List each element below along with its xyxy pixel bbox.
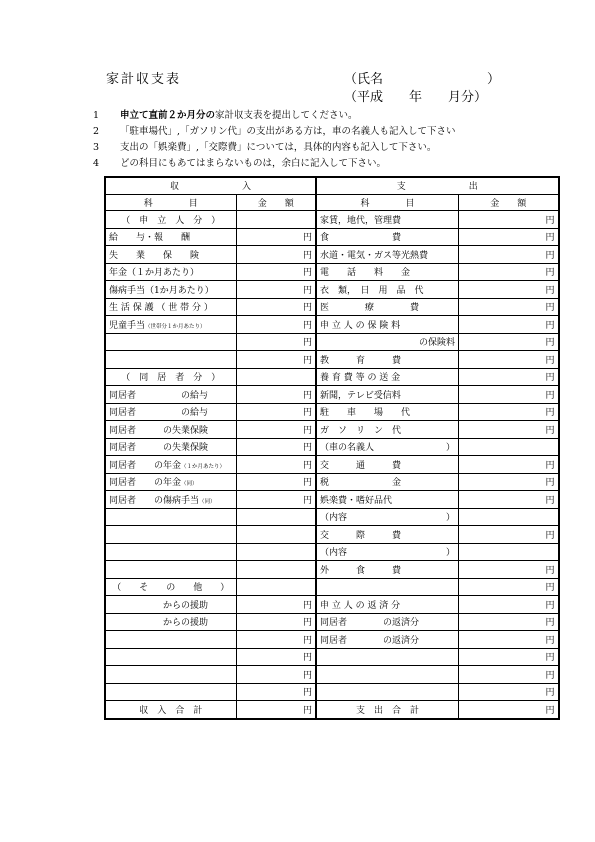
income-item-cell: 同居者 の給与 [105, 403, 236, 421]
expense-item-cell: 養 育 費 等 の 送 金 [316, 368, 459, 386]
table-row [105, 683, 559, 701]
expense-amount-cell[interactable]: 円 [459, 263, 559, 281]
expense-amount-cell[interactable]: 円 [459, 228, 559, 246]
income-item-cell: からの援助 [105, 613, 236, 631]
expense-item-cell: （内容 ） [316, 543, 459, 561]
expense-item-cell: 申 立 人 の 保 険 料 [316, 316, 459, 334]
expense-item-cell: ガ ソ リ ン 代 [316, 421, 459, 439]
income-item-note: （１か月あたり） [181, 463, 226, 470]
expense-item-cell [316, 683, 459, 701]
expense-amount-cell[interactable]: 円 [459, 281, 559, 299]
income-amount-cell[interactable] [236, 526, 316, 544]
expense-amount-cell[interactable]: 円 [459, 368, 559, 386]
income-item-cell: 同居者 の年金（同） [105, 473, 236, 491]
income-amount-cell[interactable]: 円 [236, 316, 316, 334]
instructions [93, 108, 456, 172]
expense-item-cell: 教 育 費 [316, 351, 459, 369]
expense-item-cell: 駐 車 場 代 [316, 403, 459, 421]
table-row [105, 438, 559, 456]
expense-item-header: 科 目 [316, 194, 459, 211]
income-amount-cell[interactable]: 円 [236, 613, 316, 631]
expense-item-cell: 娯楽費・嗜好品代 [316, 491, 459, 509]
table-row [105, 403, 559, 421]
table-row [105, 316, 559, 334]
income-amount-cell[interactable] [236, 561, 316, 579]
expense-amount-cell[interactable]: 円 [459, 456, 559, 474]
income-amount-cell[interactable]: 円 [236, 351, 316, 369]
income-item-cell: 同居者 の失業保険 [105, 421, 236, 439]
income-item-cell: 年金（１か月あたり） [105, 263, 236, 281]
note-text: 「駐車場代」,「ガソリン代」の支出がある方は，車の名義人も記入して下さい [120, 126, 456, 137]
expense-amount-cell[interactable]: 円 [459, 298, 559, 316]
income-item-cell [105, 648, 236, 666]
expense-item-cell: （車の名義人 ） [316, 438, 459, 456]
income-item-cell [105, 333, 236, 351]
expense-amount-cell[interactable]: 円 [459, 561, 559, 579]
income-item-cell [105, 543, 236, 561]
table-row [105, 333, 559, 351]
expense-amount-cell[interactable]: 円 [459, 211, 559, 229]
table-row [105, 561, 559, 579]
table-row [105, 351, 559, 369]
income-item-note: （同） [181, 481, 198, 488]
expense-amount-cell[interactable] [459, 508, 559, 526]
table-header-row [105, 177, 559, 194]
income-amount-cell[interactable]: 円 [236, 386, 316, 404]
table-row [105, 508, 559, 526]
income-item-cell: 児童手当（世帯分１か月あたり） [105, 316, 236, 334]
income-item-cell [105, 666, 236, 684]
income-item-cell: 失 業 保 険 [105, 246, 236, 264]
income-item-note: （同） [199, 498, 216, 505]
table-row [105, 368, 559, 386]
table-row [105, 473, 559, 491]
income-total-label: 収 入 合 計 [105, 701, 236, 719]
expense-amount-cell[interactable]: 円 [459, 683, 559, 701]
note-number: 2 [93, 126, 100, 137]
note-item [93, 140, 456, 156]
income-item-cell: からの援助 [105, 596, 236, 614]
income-item-cell [105, 683, 236, 701]
expense-amount-cell[interactable]: 円 [459, 351, 559, 369]
income-amount-cell[interactable]: 円 [236, 298, 316, 316]
income-header: 収 入 [105, 177, 316, 194]
expense-item-cell [316, 578, 459, 596]
expense-item-cell: の保険料 [316, 333, 459, 351]
income-item-cell [105, 351, 236, 369]
income-amount-cell[interactable]: 円 [236, 683, 316, 701]
expense-item-cell: 新聞，テレビ受信料 [316, 386, 459, 404]
income-item-cell [105, 508, 236, 526]
expense-header: 支 出 [316, 177, 559, 194]
expense-item-cell: 食 費 [316, 228, 459, 246]
table-row [105, 228, 559, 246]
expense-amount-cell[interactable]: 円 [459, 473, 559, 491]
income-amount-cell[interactable]: 円 [236, 403, 316, 421]
expense-amount-cell[interactable]: 円 [459, 578, 559, 596]
table-row [105, 631, 559, 649]
expense-item-cell: （内容 ） [316, 508, 459, 526]
income-item-cell: 生 活 保 護 （ 世 帯 分 ） [105, 298, 236, 316]
expense-amount-cell[interactable]: 円 [459, 386, 559, 404]
income-amount-cell[interactable] [236, 508, 316, 526]
table-row [105, 298, 559, 316]
income-amount-cell[interactable]: 円 [236, 666, 316, 684]
note-bold-text: 申立て直前２か月分の [120, 110, 216, 121]
page-title: 家計収支表 [106, 72, 182, 87]
income-amount-cell[interactable]: 円 [236, 281, 316, 299]
expense-amount-cell[interactable]: 円 [459, 666, 559, 684]
income-item-cell: （ そ の 他 ） [105, 578, 236, 596]
income-item-header: 科 目 [105, 194, 236, 211]
expense-item-cell [316, 666, 459, 684]
totals-row [105, 701, 559, 719]
income-amount-cell[interactable]: 円 [236, 263, 316, 281]
note-text: 家計収支表を提出してください。 [215, 110, 358, 121]
income-amount-cell[interactable] [236, 368, 316, 386]
income-item-cell: 同居者 の給与 [105, 386, 236, 404]
income-total-amount[interactable]: 円 [236, 701, 316, 719]
name-field-line: （氏名 ） [344, 72, 501, 87]
expense-item-cell: 同居者 の返済分 [316, 613, 459, 631]
expense-amount-cell[interactable]: 円 [459, 526, 559, 544]
table-row [105, 613, 559, 631]
expense-amount-cell[interactable]: 円 [459, 491, 559, 509]
income-amount-cell[interactable]: 円 [236, 491, 316, 509]
income-amount-cell[interactable]: 円 [236, 438, 316, 456]
income-amount-cell[interactable]: 円 [236, 421, 316, 439]
note-item [93, 124, 456, 140]
income-amount-header: 金 額 [236, 194, 316, 211]
expense-item-cell [316, 648, 459, 666]
note-item [93, 108, 456, 124]
note-number: 3 [93, 142, 100, 153]
table-row [105, 456, 559, 474]
income-amount-cell[interactable]: 円 [236, 246, 316, 264]
table-row [105, 281, 559, 299]
table-row [105, 666, 559, 684]
table-row [105, 526, 559, 544]
expense-item-cell: 外 食 費 [316, 561, 459, 579]
expense-amount-cell[interactable]: 円 [459, 403, 559, 421]
income-item-cell [105, 631, 236, 649]
expense-amount-cell[interactable]: 円 [459, 316, 559, 334]
expense-amount-cell[interactable]: 円 [459, 613, 559, 631]
income-amount-cell[interactable] [236, 578, 316, 596]
expense-item-cell: 申 立 人 の 返 済 分 [316, 596, 459, 614]
income-item-cell: （ 申 立 人 分 ） [105, 211, 236, 229]
expense-item-cell: 電 話 料 金 [316, 263, 459, 281]
expense-amount-cell[interactable]: 円 [459, 333, 559, 351]
table-subheader-row [105, 194, 559, 211]
table-row [105, 543, 559, 561]
table-row [105, 421, 559, 439]
expense-item-cell: 同居者 の返済分 [316, 631, 459, 649]
income-amount-cell[interactable]: 円 [236, 456, 316, 474]
income-amount-cell[interactable]: 円 [236, 631, 316, 649]
income-amount-cell[interactable]: 円 [236, 228, 316, 246]
budget-table [104, 176, 560, 720]
table-row [105, 246, 559, 264]
expense-amount-cell[interactable]: 円 [459, 631, 559, 649]
income-item-cell [105, 561, 236, 579]
income-item-note: （世帯分１か月あたり） [145, 323, 206, 330]
table-row [105, 263, 559, 281]
income-item-cell: （ 同 居 者 分 ） [105, 368, 236, 386]
table-row [105, 596, 559, 614]
expense-item-cell: 医 療 費 [316, 298, 459, 316]
expense-amount-cell[interactable]: 円 [459, 596, 559, 614]
expense-amount-cell[interactable]: 円 [459, 648, 559, 666]
note-item [93, 156, 456, 172]
income-amount-cell[interactable]: 円 [236, 333, 316, 351]
table-row [105, 386, 559, 404]
date-field-line: （平成 年 月分） [344, 90, 488, 105]
table-row [105, 648, 559, 666]
expense-item-cell: 水道・電気・ガス等光熱費 [316, 246, 459, 264]
income-item-cell: 同居者 の年金（１か月あたり） [105, 456, 236, 474]
expense-amount-cell[interactable]: 円 [459, 421, 559, 439]
note-text: どの科目にもあてはまらないものは，余白に記入して下さい。 [120, 158, 387, 169]
table-row [105, 578, 559, 596]
table-row [105, 211, 559, 229]
note-text: 支出の「娯楽費」,「交際費」については，具体的内容も記入して下さい。 [120, 142, 437, 153]
note-number: 1 [93, 110, 100, 121]
expense-total-label: 支 出 合 計 [316, 701, 459, 719]
expense-amount-cell[interactable] [459, 438, 559, 456]
expense-item-cell: 交 通 費 [316, 456, 459, 474]
income-amount-cell[interactable]: 円 [236, 473, 316, 491]
income-amount-cell[interactable]: 円 [236, 648, 316, 666]
table-row [105, 491, 559, 509]
note-number: 4 [93, 158, 100, 169]
income-item-cell: 傷病手当（1か月あたり） [105, 281, 236, 299]
expense-item-cell: 交 際 費 [316, 526, 459, 544]
income-item-cell [105, 526, 236, 544]
expense-total-amount[interactable]: 円 [459, 701, 559, 719]
income-item-cell: 同居者 の失業保険 [105, 438, 236, 456]
expense-amount-cell[interactable]: 円 [459, 246, 559, 264]
income-item-cell: 同居者 の傷病手当（同） [105, 491, 236, 509]
expense-amount-header: 金 額 [459, 194, 559, 211]
income-amount-cell[interactable] [236, 211, 316, 229]
expense-item-cell: 衣 類， 日 用 品 代 [316, 281, 459, 299]
income-amount-cell[interactable]: 円 [236, 596, 316, 614]
expense-item-cell: 税 金 [316, 473, 459, 491]
income-amount-cell[interactable] [236, 543, 316, 561]
expense-item-cell: 家賃，地代，管理費 [316, 211, 459, 229]
income-item-cell: 給 与・報 酬 [105, 228, 236, 246]
expense-amount-cell[interactable] [459, 543, 559, 561]
